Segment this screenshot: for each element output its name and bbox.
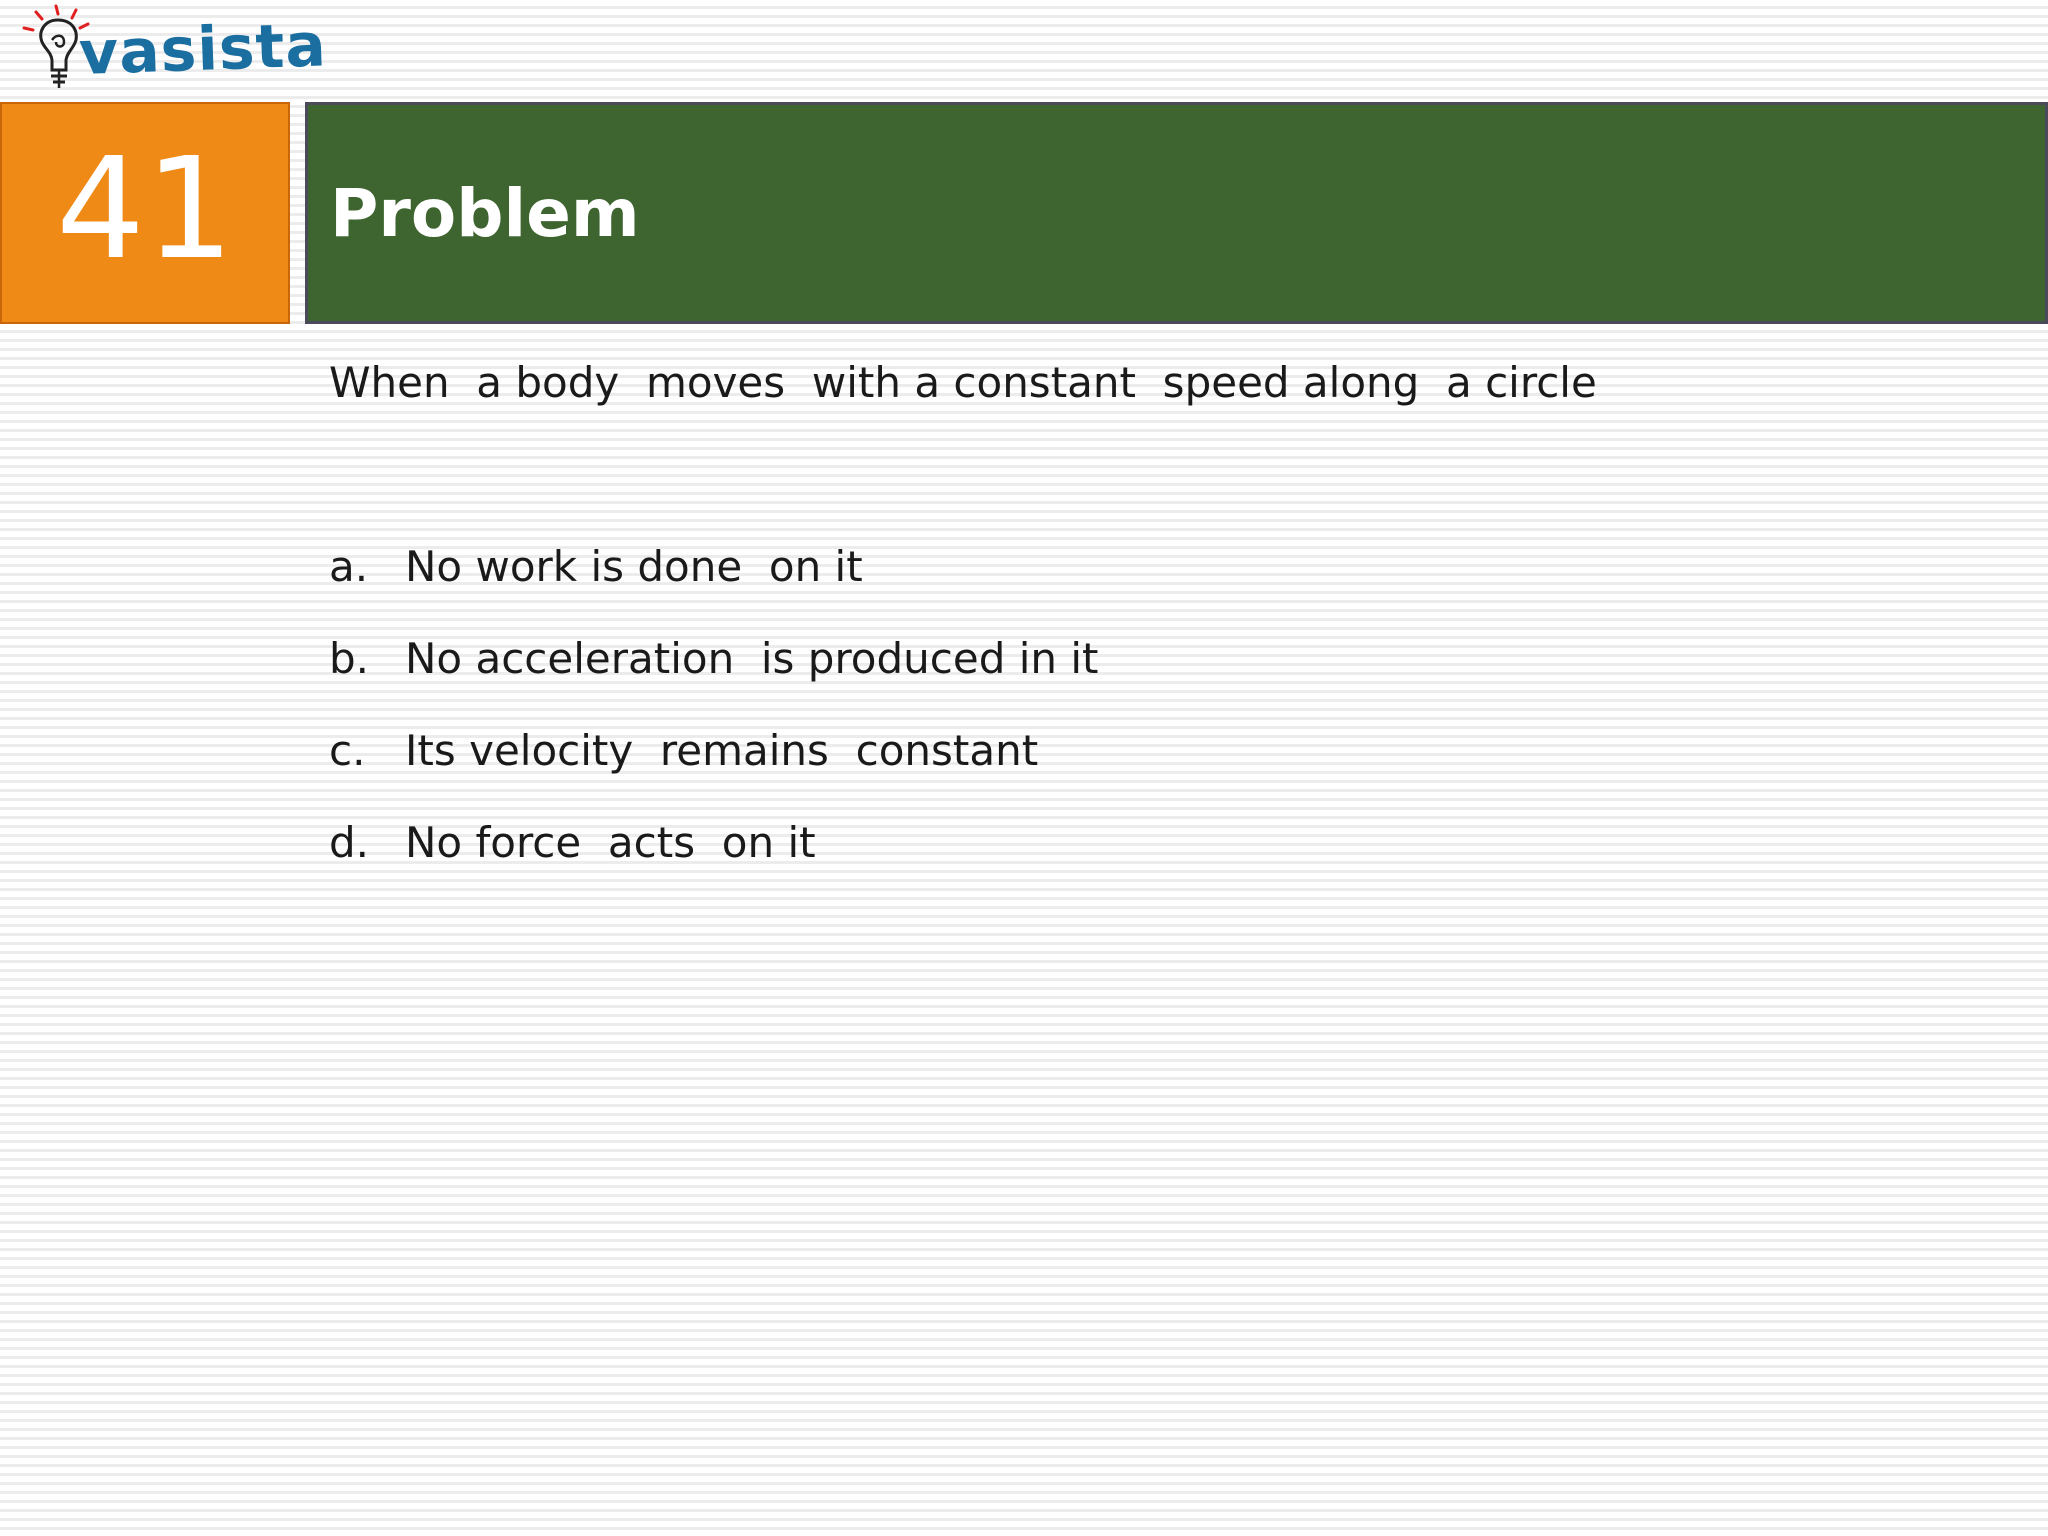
slide-title: Problem xyxy=(330,175,640,252)
option-b xyxy=(329,634,1099,730)
logo-text: vasista xyxy=(77,10,328,89)
option-c xyxy=(329,726,1039,822)
slide-number: 41 xyxy=(55,128,235,291)
answer-options-list xyxy=(329,542,1099,914)
option-letter: b. xyxy=(329,634,370,683)
option-letter: d. xyxy=(329,818,370,867)
option-letter: c. xyxy=(329,726,366,775)
option-a xyxy=(329,542,863,638)
option-d xyxy=(329,818,816,914)
slide-number-box xyxy=(0,102,290,324)
title-bar xyxy=(305,102,2048,324)
option-text: No acceleration is produced in it xyxy=(405,634,1099,683)
option-text: No work is done on it xyxy=(405,542,863,591)
option-text: No force acts on it xyxy=(405,818,816,867)
option-text: Its velocity remains constant xyxy=(405,726,1039,775)
question-text: When a body moves with a constant speed along a circle xyxy=(329,358,1597,407)
vasista-logo xyxy=(18,2,328,98)
option-letter: a. xyxy=(329,542,369,591)
